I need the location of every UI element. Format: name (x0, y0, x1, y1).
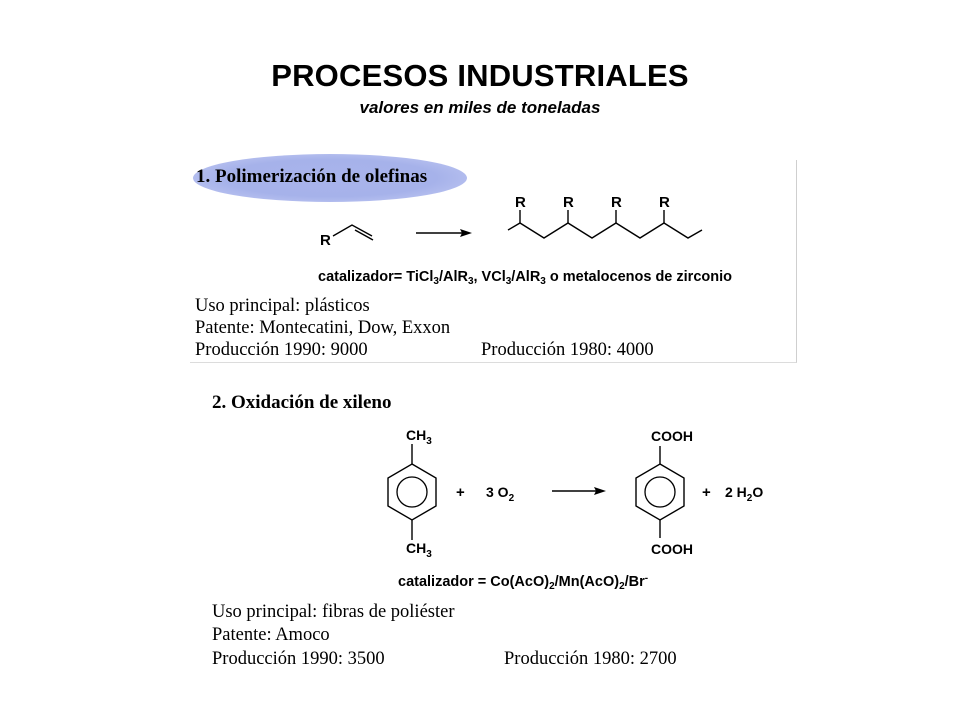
process1-prod-1990: Producción 1990: 9000 (195, 340, 368, 360)
polymer-r-label: R (515, 194, 526, 211)
process2-reaction-scheme (370, 420, 790, 560)
process2-catalyst: catalizador = $Co(AcO)_2/Mn(AcO)_2/Br^-$ (398, 573, 649, 592)
monomer-bond (333, 225, 372, 236)
process1-prod-1980: Producción 1980: 4000 (481, 340, 654, 360)
process2-heading: 2. Oxidación de xileno (212, 392, 392, 413)
page-subtitle: valores en miles de toneladas (359, 98, 601, 117)
acid-ring (636, 464, 684, 520)
acid-cooh-top: COOH (651, 428, 693, 444)
process2-patente: Patente: Amoco (212, 625, 330, 645)
plus-sign: + (702, 484, 711, 501)
process1-heading: 1. Polimerización de olefinas (196, 166, 428, 187)
acid-aromatic-circle (645, 477, 675, 507)
monomer-r-label: R (320, 232, 331, 249)
process2-prod-1990: Producción 1990: 3500 (212, 649, 385, 669)
xylene-ch3-bottom: $CH_3$ (406, 540, 432, 560)
polymer-r-label: R (563, 194, 574, 211)
process2-uso: Uso principal: fibras de poliéster (212, 602, 455, 622)
oxygen-reagent: 3 $O_2$ (486, 484, 515, 504)
polymer-r-label: R (659, 194, 670, 211)
process1-catalyst: catalizador= TiCl$_3$/AlR$_3$, VCl$_3$/AlR$_3$ o metalocenos de zirconio (318, 269, 732, 287)
polymer-chain (508, 223, 702, 238)
page-title: PROCESOS INDUSTRIALES (271, 58, 689, 93)
xylene-ring (388, 464, 436, 520)
plus-sign: + (456, 484, 465, 501)
acid-cooh-bottom: COOH (651, 541, 693, 557)
process2-prod-1980: Producción 1980: 2700 (504, 649, 677, 669)
process1-patente: Patente: Montecatini, Dow, Exxon (195, 318, 451, 338)
polymer-r-label: R (611, 194, 622, 211)
water-product: 2 $H_2O$ (725, 484, 764, 504)
xylene-aromatic-circle (397, 477, 427, 507)
process1-reaction-scheme (310, 190, 710, 260)
process1-uso: Uso principal: plásticos (195, 296, 370, 316)
xylene-ch3-top: $CH_3$ (406, 427, 432, 447)
